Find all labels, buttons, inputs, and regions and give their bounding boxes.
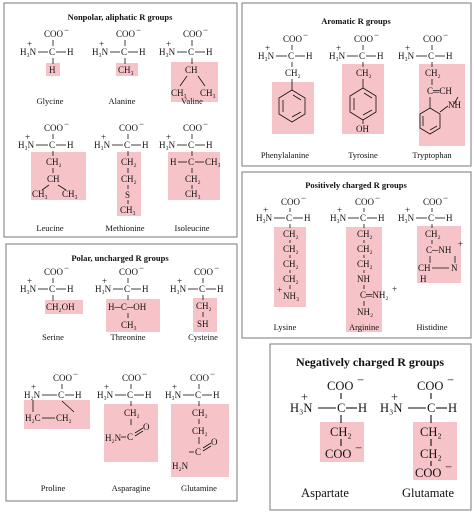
name-glutamate: Glutamate (401, 486, 455, 500)
svg-text:H: H (378, 213, 385, 223)
svg-text:OH: OH (356, 124, 369, 134)
svg-text:H₂N: H₂N (105, 433, 122, 443)
svg-text:H: H (142, 284, 149, 294)
svg-text:−: − (375, 193, 381, 203)
svg-text:H: H (448, 401, 458, 415)
svg-text:CH₂: CH₂ (121, 157, 137, 167)
svg-text:H: H (142, 140, 149, 150)
svg-text:CH₂: CH₂ (185, 174, 201, 184)
name-methionine: Methionine (105, 223, 145, 233)
svg-text:H: H (75, 390, 82, 400)
svg-text:H: H (49, 65, 56, 75)
svg-text:CH₃: CH₃ (118, 65, 134, 75)
svg-text:−: − (139, 119, 145, 129)
svg-text:CH₂: CH₂ (425, 68, 441, 78)
svg-text:H₂N: H₂N (24, 390, 41, 400)
svg-text:+: + (405, 43, 411, 53)
svg-text:C: C (49, 47, 56, 57)
name-isoleucine: Isoleucine (174, 223, 210, 233)
svg-text:CH₂OH: CH₂OH (46, 302, 75, 312)
svg-text:COO: COO (190, 373, 210, 383)
svg-text:H: H (446, 213, 453, 223)
svg-text:−: − (214, 263, 220, 273)
svg-text:H: H (145, 390, 152, 400)
svg-text:CH₂: CH₂ (283, 259, 299, 269)
svg-text:−: − (64, 263, 70, 273)
svg-text:+: + (27, 276, 33, 286)
svg-text:CH₂: CH₂ (283, 229, 299, 239)
svg-text:CH₃: CH₃ (205, 157, 221, 167)
svg-text:COO: COO (122, 373, 142, 383)
name-leucine: Leucine (36, 223, 64, 233)
svg-text:+: + (166, 39, 172, 49)
svg-text:CH₂: CH₂ (330, 425, 352, 439)
svg-text:CH₂: CH₂ (420, 425, 442, 439)
svg-text:NH: NH (357, 274, 370, 284)
svg-text:−: − (445, 460, 453, 474)
name-phenylalanine: Phenylalanine (260, 150, 310, 160)
svg-text:−: − (301, 193, 307, 203)
svg-text:CH₂: CH₂ (192, 408, 208, 418)
svg-text:H₃N: H₃N (329, 51, 346, 61)
svg-text:+: + (104, 382, 110, 392)
svg-text:+: + (25, 132, 31, 142)
svg-text:H: H (170, 157, 177, 167)
svg-text:H₃N: H₃N (20, 47, 37, 57)
svg-text:C: C (188, 157, 195, 167)
panel-title-polar: Polar, uncharged R groups (71, 253, 169, 263)
svg-text:C: C (124, 140, 131, 150)
svg-text:CH: CH (47, 174, 60, 184)
svg-text:CH₂: CH₂ (357, 229, 373, 239)
svg-text:−: − (203, 25, 209, 35)
panel-title-nonpolar: Nonpolar, aliphatic R groups (67, 12, 173, 22)
svg-text:H: H (304, 213, 311, 223)
svg-text:SH: SH (197, 319, 209, 329)
svg-text:+: + (336, 43, 342, 53)
svg-text:H₃N: H₃N (170, 284, 187, 294)
svg-text:C: C (288, 51, 295, 61)
svg-text:CH₂: CH₂ (285, 68, 301, 78)
svg-text:CH₃: CH₃ (62, 189, 78, 199)
svg-text:C: C (127, 390, 134, 400)
svg-text:COO: COO (44, 267, 64, 277)
svg-text:H: H (377, 51, 384, 61)
svg-text:H: H (446, 51, 453, 61)
svg-text:+: + (337, 205, 343, 215)
svg-text:H─C─OH: H─C─OH (108, 302, 147, 312)
svg-text:COO: COO (354, 34, 374, 44)
svg-text:CH₂: CH₂ (196, 301, 212, 311)
svg-text:H₃N: H₃N (94, 140, 111, 150)
svg-text:COO: COO (417, 379, 444, 393)
svg-text:COO: COO (53, 373, 73, 383)
svg-text:C: C (124, 284, 131, 294)
svg-text:CH₃: CH₃ (120, 205, 136, 215)
svg-text:+: + (265, 43, 271, 53)
svg-text:H: H (358, 401, 368, 415)
svg-text:+: + (391, 390, 399, 404)
svg-text:+: + (172, 382, 178, 392)
svg-text:+: + (301, 390, 309, 404)
svg-text:COO: COO (415, 466, 442, 480)
svg-text:COO: COO (355, 197, 375, 207)
svg-text:C: C (360, 213, 367, 223)
name-arginine: Arginine (348, 322, 380, 332)
svg-text:H₃N: H₃N (97, 390, 114, 400)
svg-text:H: H (67, 284, 74, 294)
name-threonine: Threonine (110, 332, 146, 342)
name-valine: Valine (181, 96, 203, 106)
svg-text:CH₂: CH₂ (356, 68, 372, 78)
svg-text:H₃N: H₃N (18, 140, 35, 150)
svg-text:H₂N: H₂N (172, 461, 189, 471)
svg-text:+: + (177, 276, 183, 286)
svg-text:COO: COO (423, 34, 443, 44)
svg-text:CH₂: CH₂ (357, 259, 373, 269)
svg-text:−: − (139, 263, 145, 273)
svg-text:CH₂: CH₂ (420, 447, 442, 461)
svg-text:COO: COO (194, 267, 214, 277)
svg-text:N: N (451, 263, 458, 273)
svg-text:C: C (58, 390, 65, 400)
svg-text:CH₃: CH₃ (185, 189, 201, 199)
svg-text:COO: COO (423, 197, 443, 207)
svg-text:CH₂: CH₂ (192, 426, 208, 436)
svg-text:CH₃: CH₃ (200, 88, 216, 98)
svg-text:C: C (428, 213, 435, 223)
svg-text:−: − (64, 25, 70, 35)
svg-text:C: C (195, 390, 202, 400)
name-cysteine: Cysteine (188, 332, 218, 342)
name-lysine: Lysine (273, 322, 297, 332)
svg-text:C: C (49, 140, 56, 150)
svg-text:C: C (127, 432, 134, 442)
svg-text:−: − (64, 119, 70, 129)
svg-text:−: − (303, 30, 309, 40)
svg-text:H: H (67, 47, 74, 57)
svg-text:CH: CH (418, 263, 431, 273)
svg-text:H₃N: H₃N (256, 213, 273, 223)
svg-text:CH₂: CH₂ (46, 157, 62, 167)
svg-text:−: − (142, 369, 148, 379)
svg-text:COO: COO (119, 267, 139, 277)
svg-text:CH₂: CH₂ (124, 408, 140, 418)
svg-text:+: + (458, 239, 464, 249)
svg-text:CH: CH (185, 65, 198, 75)
svg-text:NH₂: NH₂ (357, 307, 374, 317)
svg-text:H₃N: H₃N (398, 213, 415, 223)
name-histidine: Histidine (416, 322, 448, 332)
svg-text:+: + (263, 205, 269, 215)
svg-text:COO: COO (44, 29, 64, 39)
svg-text:COO: COO (283, 34, 303, 44)
svg-text:C: C (188, 140, 195, 150)
svg-text:H: H (206, 140, 213, 150)
svg-text:+: + (392, 284, 398, 294)
svg-text:+: + (102, 276, 108, 286)
svg-text:NH₃: NH₃ (283, 291, 300, 301)
svg-text:COO: COO (327, 379, 354, 393)
svg-text:−: − (203, 119, 209, 129)
svg-text:H₃N: H₃N (20, 284, 37, 294)
svg-text:−: − (374, 30, 380, 40)
svg-text:H: H (139, 47, 146, 57)
svg-text:+: + (99, 39, 105, 49)
svg-text:CH₂: CH₂ (56, 413, 72, 423)
svg-text:H₃N: H₃N (330, 213, 347, 223)
svg-text:C: C (121, 47, 128, 57)
svg-text:H₃N: H₃N (165, 390, 182, 400)
name-tryptophan: Tryptophan (412, 150, 452, 160)
svg-text:COO: COO (183, 123, 203, 133)
svg-text:H: H (67, 140, 74, 150)
svg-text:+: + (27, 39, 33, 49)
name-glycine: Glycine (36, 96, 64, 106)
svg-text:S: S (125, 190, 131, 200)
svg-text:C: C (337, 401, 346, 415)
svg-text:COO: COO (325, 447, 352, 461)
name-glutamine: Glutamine (181, 483, 217, 493)
svg-text:COO: COO (183, 29, 203, 39)
svg-text:H₃N: H₃N (258, 51, 275, 61)
svg-text:−: − (443, 193, 449, 203)
name-aspartate: Aspartate (301, 486, 349, 500)
svg-text:H₃N: H₃N (380, 401, 403, 415)
svg-text:H₂C: H₂C (25, 413, 41, 423)
svg-text:C: C (49, 284, 56, 294)
svg-text:C: C (428, 51, 435, 61)
svg-text:H: H (213, 390, 220, 400)
svg-text:C─NH: C─NH (426, 245, 452, 255)
svg-text:H: H (306, 51, 313, 61)
svg-text:COO: COO (119, 123, 139, 133)
svg-text:+: + (101, 132, 107, 142)
svg-text:H₃N: H₃N (92, 47, 109, 57)
svg-text:C: C (188, 47, 195, 57)
svg-text:−: − (210, 369, 216, 379)
svg-text:+: + (277, 285, 283, 295)
svg-text:CH₂: CH₂ (357, 244, 373, 254)
name-tyrosine: Tyrosine (348, 150, 378, 160)
svg-text:−: − (355, 441, 363, 455)
panel-title-positive: Positively charged R groups (305, 180, 407, 190)
panel-title-aromatic: Aromatic R groups (321, 16, 391, 26)
svg-text:C═NH₂: C═NH₂ (360, 290, 389, 300)
svg-text:−: − (73, 369, 79, 379)
svg-text:C: C (286, 213, 293, 223)
svg-text:COO: COO (116, 29, 136, 39)
svg-text:CH₃: CH₃ (32, 189, 48, 199)
svg-text:CH₂: CH₂ (121, 174, 137, 184)
svg-text:H₃N: H₃N (290, 401, 313, 415)
svg-text:H₃N: H₃N (95, 284, 112, 294)
svg-text:−: − (136, 25, 142, 35)
svg-text:H: H (217, 284, 224, 294)
svg-text:C: C (427, 401, 436, 415)
svg-text:−: − (447, 373, 455, 387)
highlight-phenylalanine (272, 82, 314, 134)
svg-text:C: C (359, 51, 366, 61)
svg-text:C: C (195, 447, 202, 457)
svg-text:+: + (166, 132, 172, 142)
svg-text:O: O (211, 437, 218, 447)
svg-text:CH₂: CH₂ (283, 274, 299, 284)
svg-text:+: + (31, 382, 37, 392)
name-proline: Proline (40, 483, 66, 493)
svg-text:O: O (143, 422, 150, 432)
svg-text:NH: NH (448, 100, 461, 110)
svg-text:CH₂: CH₂ (425, 229, 441, 239)
svg-text:H₃N: H₃N (159, 140, 176, 150)
svg-text:H₃N: H₃N (398, 51, 415, 61)
name-alanine: Alanine (108, 96, 136, 106)
svg-text:CH₂: CH₂ (283, 244, 299, 254)
svg-text:CH₃: CH₃ (171, 88, 187, 98)
svg-text:H: H (206, 47, 213, 57)
svg-text:H: H (420, 274, 427, 284)
svg-text:+: + (405, 205, 411, 215)
svg-text:C: C (199, 284, 206, 294)
svg-text:−: − (443, 30, 449, 40)
svg-text:H₃N: H₃N (159, 47, 176, 57)
name-asparagine: Asparagine (111, 483, 151, 493)
svg-text:−: − (357, 373, 365, 387)
svg-text:C═CH: C═CH (427, 86, 452, 96)
svg-text:COO: COO (44, 123, 64, 133)
name-serine: Serine (42, 332, 64, 342)
svg-text:COO: COO (281, 197, 301, 207)
panel-title-negative: Negatively charged R groups (295, 355, 445, 369)
svg-text:CH₃: CH₃ (121, 320, 137, 330)
